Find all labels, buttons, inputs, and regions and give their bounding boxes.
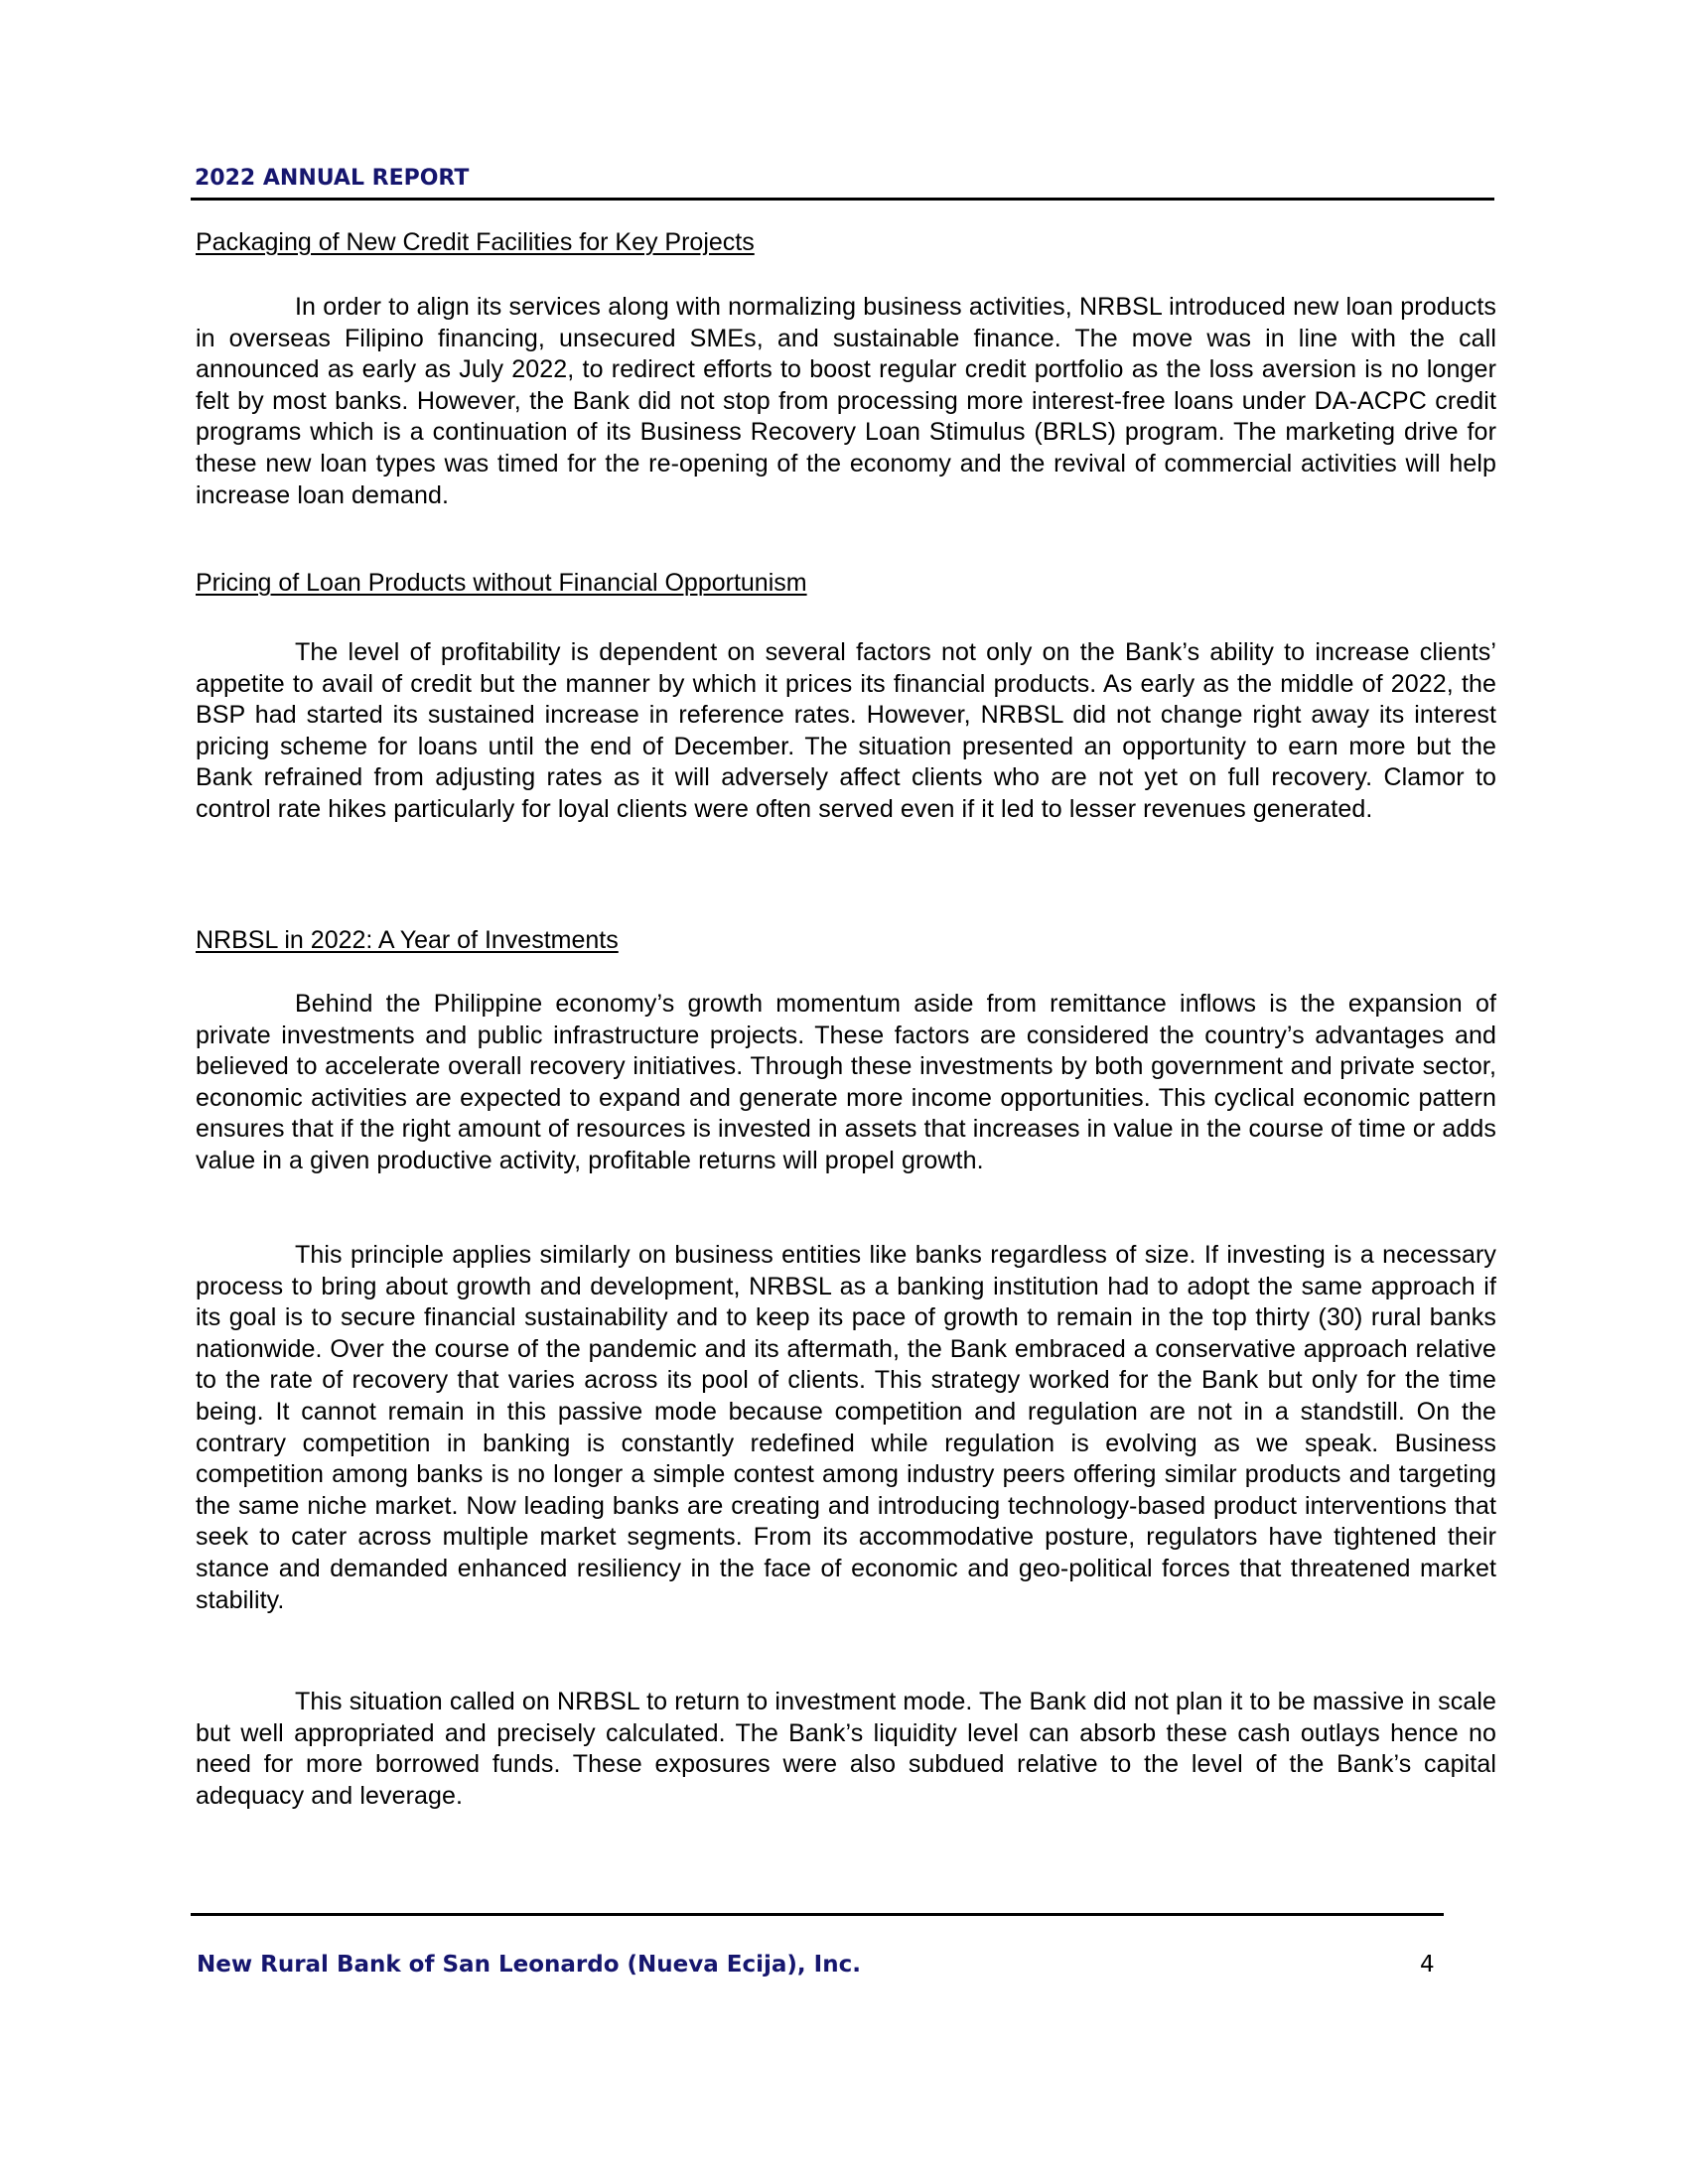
paragraph-investments-3: This situation called on NRBSL to return to investment mode. The Bank did not plan it to be massive in scale but well appropriated and precisely calculated. The Bank’s liquidity level can absorb these cash outlays hence no need for more borrowed funds. These exposures were also subdued relative to the level of the Bank’s capital adequacy and leverage. [196,1688,1496,1810]
page-number: 4 [1420,1952,1435,1978]
header-rule [191,198,1494,201]
footer-rule [191,1913,1444,1916]
section-heading-loan-pricing: Pricing of Loan Products without Financial Opportunism [196,569,807,597]
section-heading-year-of-investments: NRBSL in 2022: A Year of Investments [196,926,619,954]
footer-organization-name: New Rural Bank of San Leonardo (Nueva Ecija), Inc. [197,1952,861,1978]
report-title: 2022 ANNUAL REPORT [195,166,470,191]
section-heading-credit-facilities: Packaging of New Credit Facilities for Key Projects [196,228,755,256]
paragraph-investments-2: This principle applies similarly on business entities like banks regardless of size. If investing is a necessary process to bring about growth and development, NRBSL as a banking institution had to adopt the same approach if its goal is to secure financial sustainability and to keep its pace of growth to remain in the top thirty (30) rural banks nationwide. Over the course of the pandemic and its aftermath, the Bank embraced a conservative approach relative to the rate of recovery that varies across its pool of clients. This strategy worked for the Bank but only for the time being. It cannot remain in this passive mode because competition and regulation are not in a standstill. On the contrary competition in banking is constantly redefined while regulation is evolving as we speak. Business competition among banks is no longer a simple contest among industry peers offering similar products and targeting the same niche market. Now leading banks are creating and introducing technology-based product interventions that seek to cater across multiple market segments. From its accommodative posture, regulators have tightened their stance and demanded enhanced resiliency in the face of economic and geo-political forces that threatened market stability. [196,1241,1496,1614]
paragraph-credit-facilities: In order to align its services along with normalizing business activities, NRBSL introduced new loan products in overseas Filipino financing, unsecured SMEs, and sustainable finance. The move was in line with the call announced as early as July 2022, to redirect efforts to boost regular credit portfolio as the loss aversion is no longer felt by most banks. However, the Bank did not stop from processing more interest-free loans under DA-ACPC credit programs which is a continuation of its Business Recovery Loan Stimulus (BRLS) program. The marketing drive for these new loan types was timed for the re-opening of the economy and the revival of commercial activities will help increase loan demand. [196,293,1496,509]
paragraph-investments-1: Behind the Philippine economy’s growth momentum aside from remittance inflows is the expansion of private investments and public infrastructure projects. These factors are considered the country’s advantages and believed to accelerate overall recovery initiatives. Through these investments by both government and private sector, economic activities are expected to expand and generate more income opportunities. This cyclical economic pattern ensures that if the right amount of resources is invested in assets that increases in value in the course of time or adds value in a given productive activity, profitable returns will propel growth. [196,990,1496,1174]
paragraph-loan-pricing: The level of profitability is dependent on several factors not only on the Bank’s ability to increase clients’ appetite to avail of credit but the manner by which it prices its financial products. As early as the middle of 2022, the BSP had started its sustained increase in reference rates. However, NRBSL did not change right away its interest pricing scheme for loans until the end of December. The situation presented an opportunity to earn more but the Bank refrained from adjusting rates as it will adversely affect clients who are not yet on full recovery. Clamor to control rate hikes particularly for loyal clients were often served even if it led to lesser revenues generated. [196,638,1496,823]
